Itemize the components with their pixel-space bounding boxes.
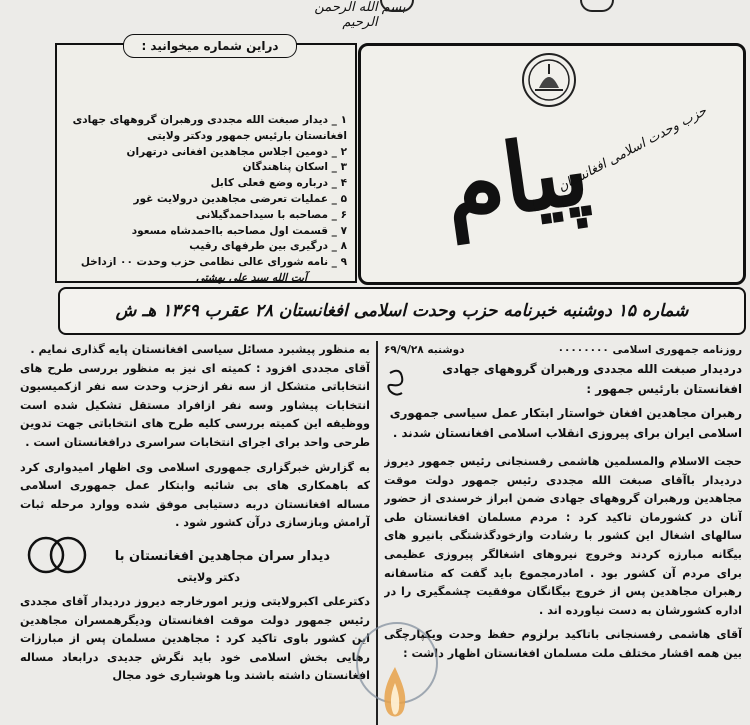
contents-list — [62, 113, 347, 287]
masthead — [358, 43, 746, 285]
contents-item: ۱ _ دیدار صبغت الله مجددی ورهبران گروههای جهادی — [72, 114, 347, 126]
section-subheading: دکتر ولایتی — [176, 570, 240, 584]
contents-item: افغانستان بارئیس جمهور ودکتر ولایتی — [147, 129, 347, 142]
left-column — [20, 341, 370, 725]
ornament-icon — [580, 0, 614, 12]
article-paragraph: آقای هاشمی رفسنجانی باتاکید برلزوم حفظ وحدت ویکپارچگی بین همه اقشار مختلف ملت مسلمان افغانستان اظهار داشت : — [384, 628, 742, 660]
article-paragraph: آقای مجددی افزود : کمیته ای نیز به منظور بررسی طرح های انتخاباتی متشکل از سه نفر ازحزب وحدت سه نفر ازکمیسیون انتخابات پیشاور وسه نفر ازافراد مستقل تشکیل شده است ووظیفه این کمیته بررسی کلیه طرح های انتخاباتی جهت تدوین طرحی واحد برای اجرای انتخابات سراسری درافغانستان است . — [20, 361, 370, 449]
contents-item: ۹ _ نامه شورای عالی نظامی حزب وحدت ۰۰ ازداخل — [80, 256, 347, 269]
article-paragraph: به گزارش خبرگزاری جمهوری اسلامی وی اظهار امیدواری کرد که باهمکاری های بی شائبه وابتکار عمل جمهوری اسلامی مساله افغانستان دربه دستیابی موفق شده ووارد مرحله ثبات آرامش وبازسازی درآن کشور شود . — [20, 460, 370, 530]
section-heading: دیدار سران مجاهدین افغانستان با — [114, 548, 330, 564]
headline-2: رهبران مجاهدین افغان خواستار ابتکار عمل سیاسی جمهوری اسلامی ایران برای پیروزی انقلاب اسلامی افغانستان شدند . — [389, 406, 742, 440]
article-paragraph: به منظور پیشبرد مسائل سیاسی افغانستان پایه گذاری نمایم . — [30, 343, 370, 356]
contents-item: ۳ _ اسکان پناهندگان — [242, 161, 347, 174]
article-paragraph: حجت الاسلام والمسلمین هاشمی رفسنجانی رئیس جمهور دیروز دردیدار باآقای صبغت الله مجددی رئیس جمهور دولت موقت مجاهدین ورهبران گروههای جهادی ضمن ابراز خرسندی از حضور آنان در کشورمان تاکید کرد : مردم مسلمان افغانستان طی سالهای اشغال این کشور با رشادت وازخودگذشتگی بانیرو های بیگانه مبارزه کردند وخروج نیروهای اشغالگر پیروزی عظیمی برای مردم آن کشور بود . امادرمجموع باید گفت که متاسفانه رهبران مجاهدین پس از خروج بیگانگان موفقیت چشمگیری را در اداره کشورشان به دست نیاورده اند . — [384, 455, 742, 617]
bismillah: بسم الله الرحمن الرحیم — [314, 0, 406, 30]
contents-item: ۵ _ عملیات تعرضی مجاهدین درولایت غور — [133, 192, 347, 205]
issue-date: دوشنبه ۶۹/۹/۲۸ — [384, 344, 465, 356]
contents-item: ۲ _ دومین اجلاس مجاهدین افغانی درتهران — [126, 145, 347, 158]
contents-title: دراین شماره میخوانید : — [123, 34, 297, 58]
dateline — [384, 341, 742, 359]
contents-item: ۶ _ مصاحبه با سیداحمدگیلانی — [195, 208, 347, 221]
contents-box — [55, 39, 357, 284]
contents-item: ۷ _ قسمت اول مصاحبه بااحمدشاه مسعود — [131, 224, 347, 237]
source: روزنامه جمهوری اسلامی ۰۰۰۰۰۰۰۰ — [557, 344, 742, 356]
contents-item: ۸ _ درگیری بین طرفهای رقیب — [189, 240, 347, 253]
masthead-title: پیام — [436, 112, 596, 245]
contents-item: ۴ _ درباره وضع فعلی کابل — [210, 177, 347, 190]
contents-item: آیت الله سید علی بهشتی — [195, 271, 307, 284]
rings-icon — [24, 535, 90, 575]
issue-banner — [58, 287, 746, 335]
flame-icon — [378, 665, 412, 725]
squiggle-icon — [384, 367, 408, 397]
section-header — [20, 533, 370, 593]
masthead-subtitle: حزب وحدت اسلامی افغانستان — [555, 103, 710, 195]
article-paragraph: دکترعلی اکبرولایتی وزیر امورخارجه دیروز دردیدار آقای مجددی رئیس جمهور دولت موقت افغانستان ودیگرهمسران مجاهدین این کشور باوی تاکید کرد : مجاهدین مسلمان پس از مبارزات رهایی بخش اسلامی خود باید نگرش جدیدی درابعاد مساله افغانستان داشته باشند وبا هوشیاری خود مجال — [20, 594, 370, 683]
issue-banner-text: شماره ۱۵ دوشنبه خبرنامه حزب وحدت اسلامی افغانستان ۲۸ عقرب ۱۳۶۹ هـ ش — [115, 301, 689, 321]
headline-1: دردیدار صبغت الله مجددی ورهبران گروههای جهادی افغانستان بارئیس جمهور : — [442, 362, 742, 396]
